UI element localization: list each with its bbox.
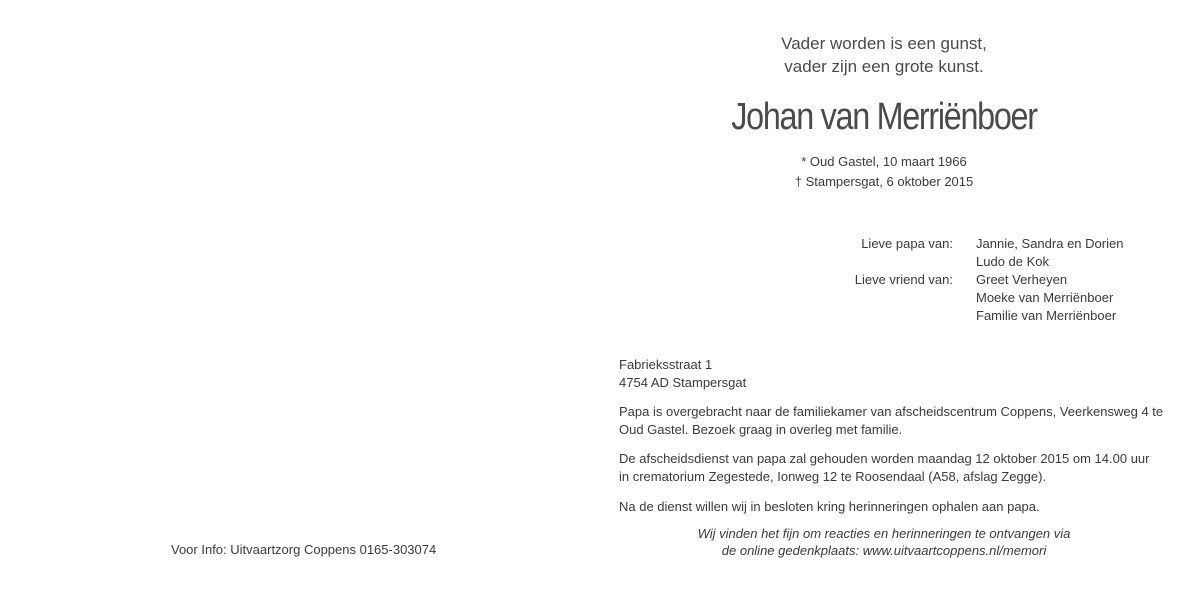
paragraph-service-line-2: in crematorium Zegestede, Ionweg 12 te Roosendaal (A58, afslag Zegge). xyxy=(619,469,1047,484)
motto-line-2: vader zijn een grote kunst. xyxy=(784,57,984,76)
motto-line-1: Vader worden is een gunst, xyxy=(781,34,987,53)
funeral-info: Voor Info: Uitvaartzorg Coppens 0165-303074 xyxy=(171,542,437,557)
friend-name: Familie van Merriënboer xyxy=(976,308,1117,323)
paragraph-after-service: Na de dienst willen wij in besloten kring herinneringen ophalen aan papa. xyxy=(619,499,1040,514)
friend-label: Lieve vriend van: xyxy=(854,272,953,287)
paragraph-viewing-line-2: Oud Gastel. Bezoek graag in overleg met familie. xyxy=(619,422,903,437)
address-street: Fabrieksstraat 1 xyxy=(619,357,713,372)
death-line: † Stampersgat, 6 oktober 2015 xyxy=(794,174,974,189)
papa-name: Jannie, Sandra en Dorien xyxy=(976,236,1124,251)
birth-line: * Oud Gastel, 10 maart 1966 xyxy=(801,154,967,169)
paragraph-viewing-line-1: Papa is overgebracht naar de familiekamer van afscheidscentrum Coppens, Veerkensweg 4 te xyxy=(619,404,1164,419)
address-city: 4754 AD Stampersgat xyxy=(619,375,747,390)
papa-label: Lieve papa van: xyxy=(861,236,953,251)
online-line-1: Wij vinden het fijn om reacties en herinneringen te ontvangen via xyxy=(697,526,1071,541)
paragraph-service-line-1: De afscheidsdienst van papa zal gehouden worden maandag 12 oktober 2015 om 14.00 uur xyxy=(619,451,1150,466)
friend-name: Greet Verheyen xyxy=(976,272,1068,287)
friend-name: Moeke van Merriënboer xyxy=(976,290,1114,305)
online-line-2: de online gedenkplaats: www.uitvaartcoppens.nl/memori xyxy=(721,543,1047,558)
papa-name: Ludo de Kok xyxy=(976,254,1050,269)
deceased-name: Johan van Merriënboer xyxy=(731,96,1037,138)
